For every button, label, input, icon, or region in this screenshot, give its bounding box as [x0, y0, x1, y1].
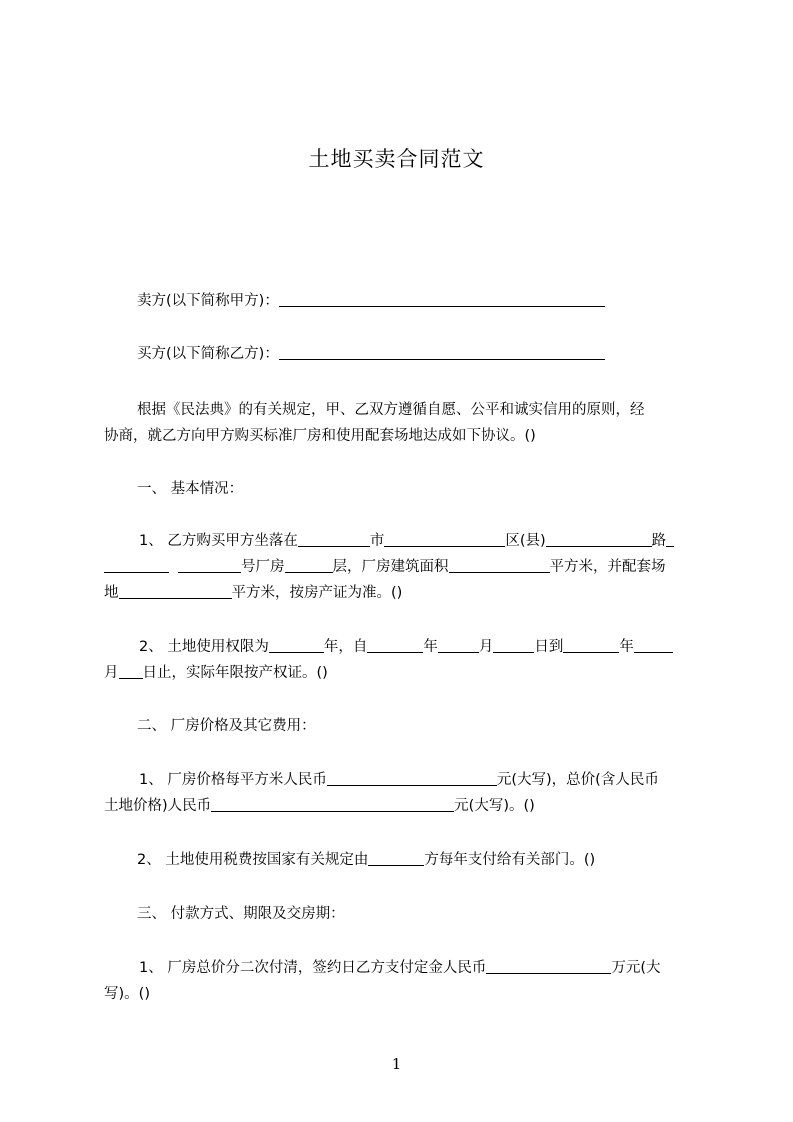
seller-label: 卖方(以下简称甲方)：	[137, 293, 279, 309]
section-3-heading: 三、 付款方式、期限及交房期：	[137, 906, 345, 922]
unit-price-blank[interactable]	[327, 770, 497, 786]
text-segment: 2、 土地使用税费按国家有关规定由	[137, 852, 369, 868]
text-segment: 年	[423, 639, 438, 655]
text-segment: 月	[104, 665, 119, 681]
s1-item2-line1	[139, 637, 673, 657]
land-area-blank[interactable]	[119, 583, 232, 599]
tax-party-blank[interactable]	[368, 850, 424, 866]
intro-line-1: 根据《民法典》的有关规定，甲、乙双方遵循自愿、公平和诚实信用的原则，经	[137, 402, 645, 418]
end-month-tail-blank[interactable]	[634, 637, 673, 653]
number-blank-1[interactable]	[104, 557, 169, 573]
text-segment: 路	[651, 533, 667, 549]
buyer-blank[interactable]	[279, 344, 605, 360]
text-segment: 2、 土地使用权限为	[139, 639, 269, 655]
s3-item1-line2: 写)。()	[104, 986, 150, 1002]
text-segment: 平方米，并配套场	[549, 559, 666, 575]
section-2-heading: 二、 厂房价格及其它费用：	[137, 718, 316, 734]
building-area-blank[interactable]	[449, 557, 550, 573]
s1-item2-line2	[104, 663, 328, 683]
section-1-heading: 一、 基本情况：	[137, 481, 244, 497]
city-blank[interactable]	[298, 531, 370, 547]
text-segment: 区(县)	[505, 533, 546, 549]
text-segment: 市	[369, 533, 385, 549]
text-segment: 号厂房	[241, 559, 285, 575]
deposit-blank[interactable]	[486, 958, 611, 974]
road-blank[interactable]	[546, 531, 652, 547]
s2-item2	[137, 850, 595, 870]
text-segment: 万元(大	[611, 960, 661, 976]
text-segment: 方每年支付给有关部门。()	[424, 852, 596, 868]
text-segment: 1、 厂房总价分二次付清，签约日乙方支付定金人民币	[139, 960, 487, 976]
text-segment: 元(大写)。()	[454, 798, 535, 814]
document-title: 土地买卖合同范文	[308, 147, 485, 171]
district-blank[interactable]	[384, 531, 505, 547]
number-blank-2[interactable]	[178, 557, 241, 573]
text-segment: 月	[478, 639, 494, 655]
s3-item1-line1	[139, 958, 661, 978]
text-segment: 年	[619, 639, 634, 655]
text-segment: 1、 厂房价格每平方米人民币	[139, 772, 327, 788]
years-blank[interactable]	[269, 637, 324, 653]
start-month-blank[interactable]	[438, 637, 479, 653]
start-day-blank[interactable]	[493, 637, 534, 653]
text-segment: 平方米，按房产证为准。()	[231, 585, 403, 601]
text-segment: 地	[104, 585, 119, 601]
text-segment: 日到	[534, 639, 564, 655]
buyer-label: 买方(以下简称乙方)：	[137, 346, 279, 362]
text-segment: 层，厂房建筑面积	[332, 559, 449, 575]
s1-item1-line3	[104, 583, 402, 603]
text-segment: 日止，实际年限按产权证。()	[142, 665, 328, 681]
page-number: 1	[391, 1055, 402, 1073]
text-segment: 1、 乙方购买甲方坐落在	[139, 533, 298, 549]
text-segment: 土地价格)人民币	[104, 798, 212, 814]
text-segment: 年，自	[323, 639, 368, 655]
total-price-blank[interactable]	[211, 796, 454, 812]
road-tail-blank[interactable]	[666, 531, 674, 547]
seller-line	[137, 291, 605, 311]
text-segment: 元(大写)，总价(含人民币	[496, 772, 659, 788]
seller-blank[interactable]	[279, 291, 605, 307]
floor-blank[interactable]	[285, 557, 333, 573]
s1-item1-line2	[104, 557, 666, 577]
buyer-line	[137, 344, 605, 364]
intro-line-2: 协商，就乙方向甲方购买标准厂房和使用配套场地达成如下协议。()	[104, 428, 536, 444]
end-day-blank[interactable]	[119, 663, 143, 679]
s2-item1-line2	[104, 796, 535, 816]
start-year-blank[interactable]	[367, 637, 423, 653]
end-year-blank[interactable]	[563, 637, 619, 653]
s1-item1-line1	[139, 531, 674, 551]
s2-item1-line1	[139, 770, 659, 790]
